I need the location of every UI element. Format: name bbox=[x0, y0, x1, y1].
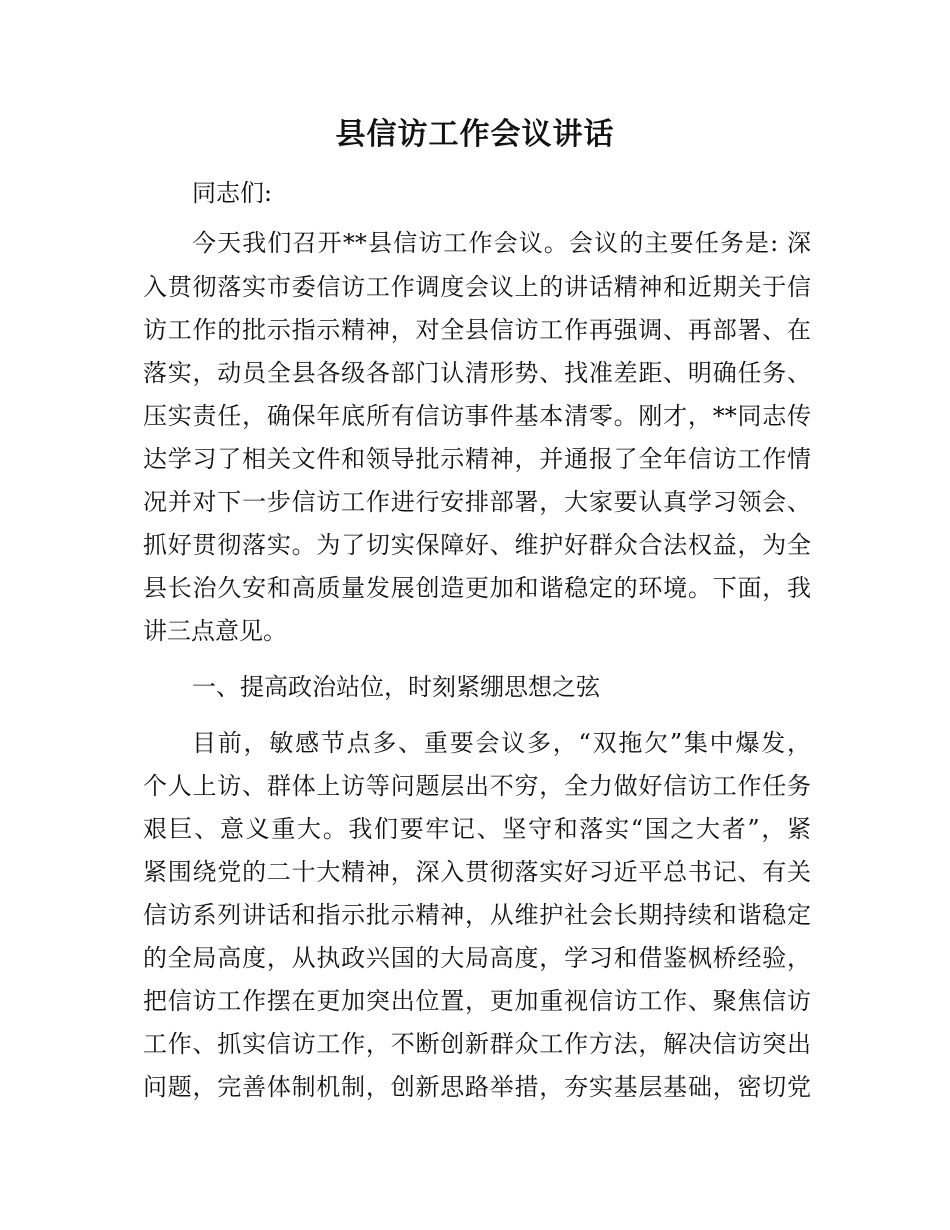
paragraph-2-line: 工作、抓实信访工作，不断创新群众工作方法，解决信访突出 bbox=[143, 1030, 811, 1058]
document-title: 县信访工作会议讲话 bbox=[335, 117, 615, 152]
paragraph-2-line: 的全局高度，从执政兴国的大局高度，学习和借鉴枫桥经验， bbox=[143, 944, 811, 972]
paragraph-1-line: 县长治久安和高质量发展创造更加和谐稳定的环境。下面，我 bbox=[143, 574, 811, 602]
salutation: 同志们: bbox=[192, 179, 273, 207]
paragraph-2-line: 艰巨、意义重大。我们要牢记、坚守和落实“国之大者”，紧 bbox=[143, 815, 811, 843]
paragraph-1-line: 讲三点意见。 bbox=[143, 617, 287, 645]
paragraph-2-line: 目前，敏感节点多、重要会议多，“双拖欠”集中爆发， bbox=[192, 729, 811, 757]
paragraph-1-line: 今天我们召开**县信访工作会议。会议的主要任务是: 深 bbox=[192, 229, 811, 257]
paragraph-2-line: 问题，完善体制机制，创新思路举措，夯实基层基础，密切党 bbox=[143, 1073, 811, 1101]
paragraph-2-line: 紧围绕党的二十大精神，深入贯彻落实好习近平总书记、有关 bbox=[143, 858, 811, 886]
paragraph-1-line: 况并对下一步信访工作进行安排部署，大家要认真学习领会、 bbox=[143, 488, 811, 516]
section-heading-1: 一、提高政治站位，时刻紧绷思想之弦 bbox=[192, 673, 600, 701]
paragraph-1-line: 访工作的批示指示精神，对全县信访工作再强调、再部署、在 bbox=[143, 316, 811, 344]
paragraph-1-line: 达学习了相关文件和领导批示精神，并通报了全年信访工作情 bbox=[143, 445, 811, 473]
paragraph-1-line: 抓好贯彻落实。为了切实保障好、维护好群众合法权益，为全 bbox=[143, 531, 811, 559]
paragraph-2-line: 个人上访、群体上访等问题层出不穷，全力做好信访工作任务 bbox=[143, 772, 811, 800]
paragraph-1-line: 落实，动员全县各级各部门认清形势、找准差距、明确任务、 bbox=[143, 359, 811, 387]
paragraph-2-line: 把信访工作摆在更加突出位置，更加重视信访工作、聚焦信访 bbox=[143, 987, 811, 1015]
paragraph-1-line: 入贯彻落实市委信访工作调度会议上的讲话精神和近期关于信 bbox=[143, 273, 811, 301]
paragraph-2-line: 信访系列讲话和指示批示精神，从维护社会长期持续和谐稳定 bbox=[143, 901, 811, 929]
paragraph-1-line: 压实责任，确保年底所有信访事件基本清零。刚才，**同志传 bbox=[143, 402, 811, 430]
